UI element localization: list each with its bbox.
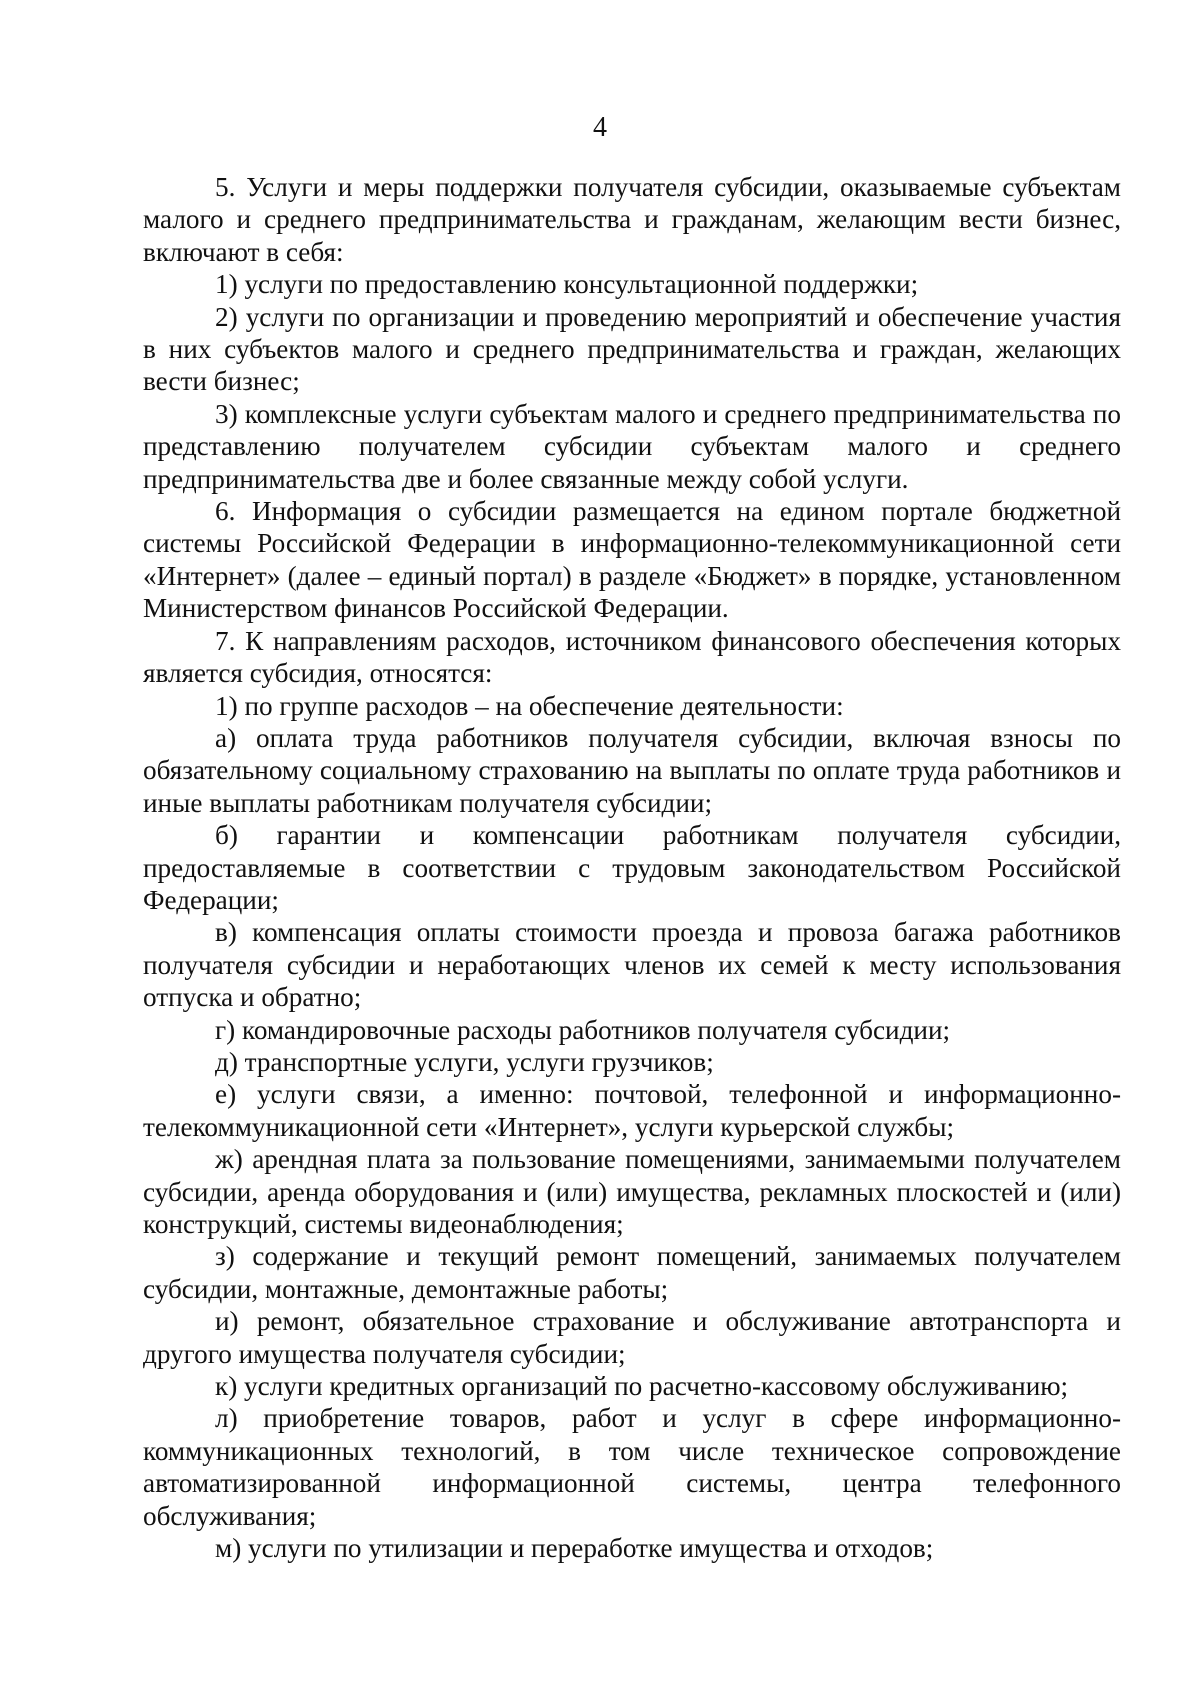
list-item-5-3: 3) комплексные услуги субъектам малого и среднего предпринимательства по представлению получателем субсидии субъектам малого и среднего предпринимательства две и более связанные между собой услуги. xyxy=(143,398,1121,494)
paragraph-6-information: 6. Информация о субсидии размещается на едином портале бюджетной системы Российской Федерации в информационно-телекоммуникационной сети «Интернет» (далее – единый портал) в разделе «Бюджет» в порядке, установленном Министерством финансов Российской Федерации. xyxy=(143,496,1121,624)
list-item-5-2: 2) услуги по организации и проведению мероприятий и обеспечение участия в них субъектов малого и среднего предпринимательства и граждан, желающих вести бизнес; xyxy=(143,301,1121,397)
list-item-7-1: 1) по группе расходов – на обеспечение деятельности: xyxy=(215,690,844,721)
list-item-7-1-d: д) транспортные услуги, услуги грузчиков; xyxy=(215,1046,714,1077)
list-item-7-1-b: б) гарантии и компенсации работникам получателя субсидии, предоставляемые в соответствии с трудовым законодательством Российской Федерации; xyxy=(143,820,1121,915)
list-item-7-1-l: л) приобретение товаров, работ и услуг в сфере информационно-коммуникационных технологий, в том числе техническое сопровождение автоматизированной информационной системы, центра телефонного обслуживания; xyxy=(143,1403,1121,1531)
paragraph-7-expenses: 7. К направлениям расходов, источником финансового обеспечения которых является субсидия, относятся: xyxy=(143,625,1121,689)
list-item-7-1-e: е) услуги связи, а именно: почтовой, телефонной и информационно-телекоммуникационной сети «Интернет», услуги курьерской службы; xyxy=(143,1079,1121,1142)
list-item-5-1: 1) услуги по предоставлению консультационной поддержки; xyxy=(215,269,919,300)
list-item-7-1-m: м) услуги по утилизации и переработке имущества и отходов; xyxy=(215,1533,934,1564)
paragraph-5-services: 5. Услуги и меры поддержки получателя субсидии, оказываемые субъектам малого и среднего предпринимательства и гражданам, желающим вести бизнес, включают в себя: xyxy=(143,172,1121,267)
document-body xyxy=(143,171,1121,1564)
list-item-7-1-g: г) командировочные расходы работников получателя субсидии; xyxy=(215,1014,951,1045)
list-item-7-1-v: в) компенсация оплаты стоимости проезда и провоза багажа работников получателя субсидии и неработающих членов их семей к месту использования отпуска и обратно; xyxy=(143,917,1121,1013)
list-item-7-1-i: и) ремонт, обязательное страхование и обслуживание автотранспорта и другого имущества получателя субсидии; xyxy=(143,1306,1121,1369)
list-item-7-1-k: к) услуги кредитных организаций по расчетно-кассовому обслуживанию; xyxy=(215,1371,1069,1402)
list-item-7-1-z: з) содержание и текущий ремонт помещений, занимаемых получателем субсидии, монтажные, демонтажные работы; xyxy=(143,1241,1121,1304)
list-item-7-1-a: а) оплата труда работников получателя субсидии, включая взносы по обязательному социальному страхованию на выплаты по оплате труда работников и иные выплаты работникам получателя субсидии; xyxy=(143,722,1121,818)
page-number: 4 xyxy=(593,112,607,143)
list-item-7-1-zh: ж) арендная плата за пользование помещениями, занимаемыми получателем субсидии, аренда оборудования и (или) имущества, рекламных плоскостей и (или) конструкций, системы видеонаблюдения; xyxy=(143,1144,1121,1239)
